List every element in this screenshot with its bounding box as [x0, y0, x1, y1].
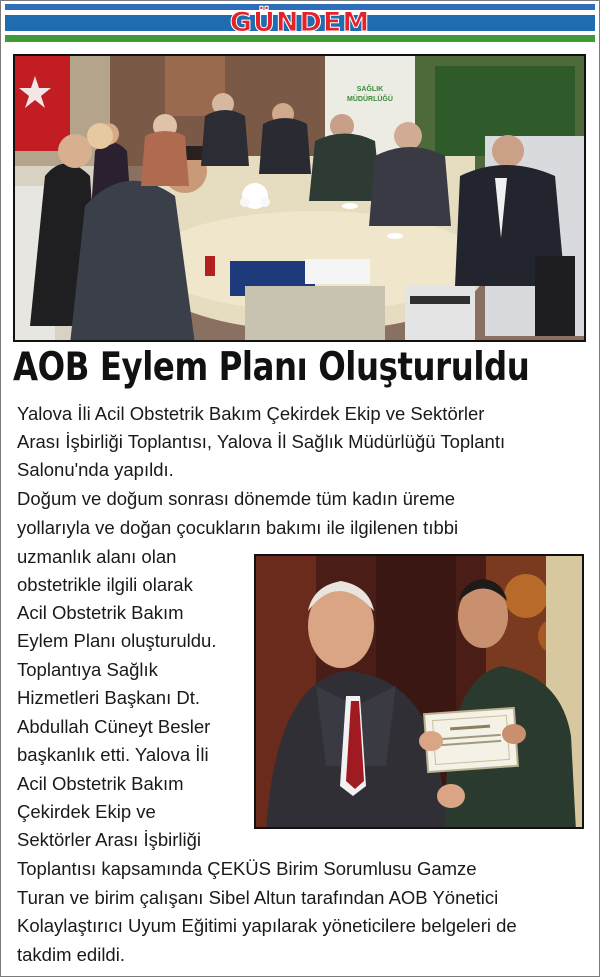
body-line-17: Toplantısı kapsamında ÇEKÜS Birim Sorumlusu Gamze: [17, 858, 477, 879]
sign-text-1: SAĞLIK: [356, 86, 384, 93]
body-line-16: Sektörler Arası İşbirliği: [17, 829, 202, 850]
body-line-4: Doğum ve doğum sonrası dönemde tüm kadın üreme: [17, 488, 456, 509]
section-banner: [5, 4, 595, 42]
body-line-19: Kolaylaştırıcı Uyum Eğitimi yapılarak yöneticilere belgeleri de: [17, 915, 517, 936]
certificate-photo: [254, 554, 584, 829]
body-line-3: Salonu'nda yapıldı.: [17, 459, 174, 480]
body-line-8: Acil Obstetrik Bakım: [17, 602, 184, 623]
body-line-9: Eylem Planı oluşturuldu.: [17, 630, 217, 651]
headline: AOB Eylem Planı Oluşturuldu: [13, 345, 530, 390]
body-line-10: Toplantıya Sağlık: [17, 659, 158, 680]
body-line-18: Turan ve birim çalışanı Sibel Altun tarafından AOB Yönetici: [17, 887, 499, 908]
body-line-7: obstetrikle ilgili olarak: [17, 574, 193, 595]
body-line-5: yollarıyla ve doğan çocukların bakımı ile ilgilenen tıbbi: [17, 517, 459, 538]
body-line-15: Çekirdek Ekip ve: [17, 801, 156, 822]
body-line-6: uzmanlık alanı olan: [17, 546, 177, 567]
body-line-11: Hizmetleri Başkanı Dt.: [17, 687, 200, 708]
body-line-14: Acil Obstetrik Bakım: [17, 773, 184, 794]
sign-text-2: MÜDÜRLÜĞÜ: [347, 96, 393, 103]
body-line-1: Yalova İli Acil Obstetrik Bakım Çekirdek Ekip ve Sektörler: [17, 403, 485, 424]
body-line-13: başkanlık etti. Yalova İli: [17, 744, 209, 765]
body-line-20: takdim edildi.: [17, 944, 125, 965]
body-line-12: Abdullah Cüneyt Besler: [17, 716, 211, 737]
body-line-2: Arası İşbirliği Toplantısı, Yalova İl Sağlık Müdürlüğü Toplantı: [17, 431, 506, 452]
meeting-photo: [13, 54, 586, 342]
section-title: GÜNDEM: [229, 7, 371, 38]
